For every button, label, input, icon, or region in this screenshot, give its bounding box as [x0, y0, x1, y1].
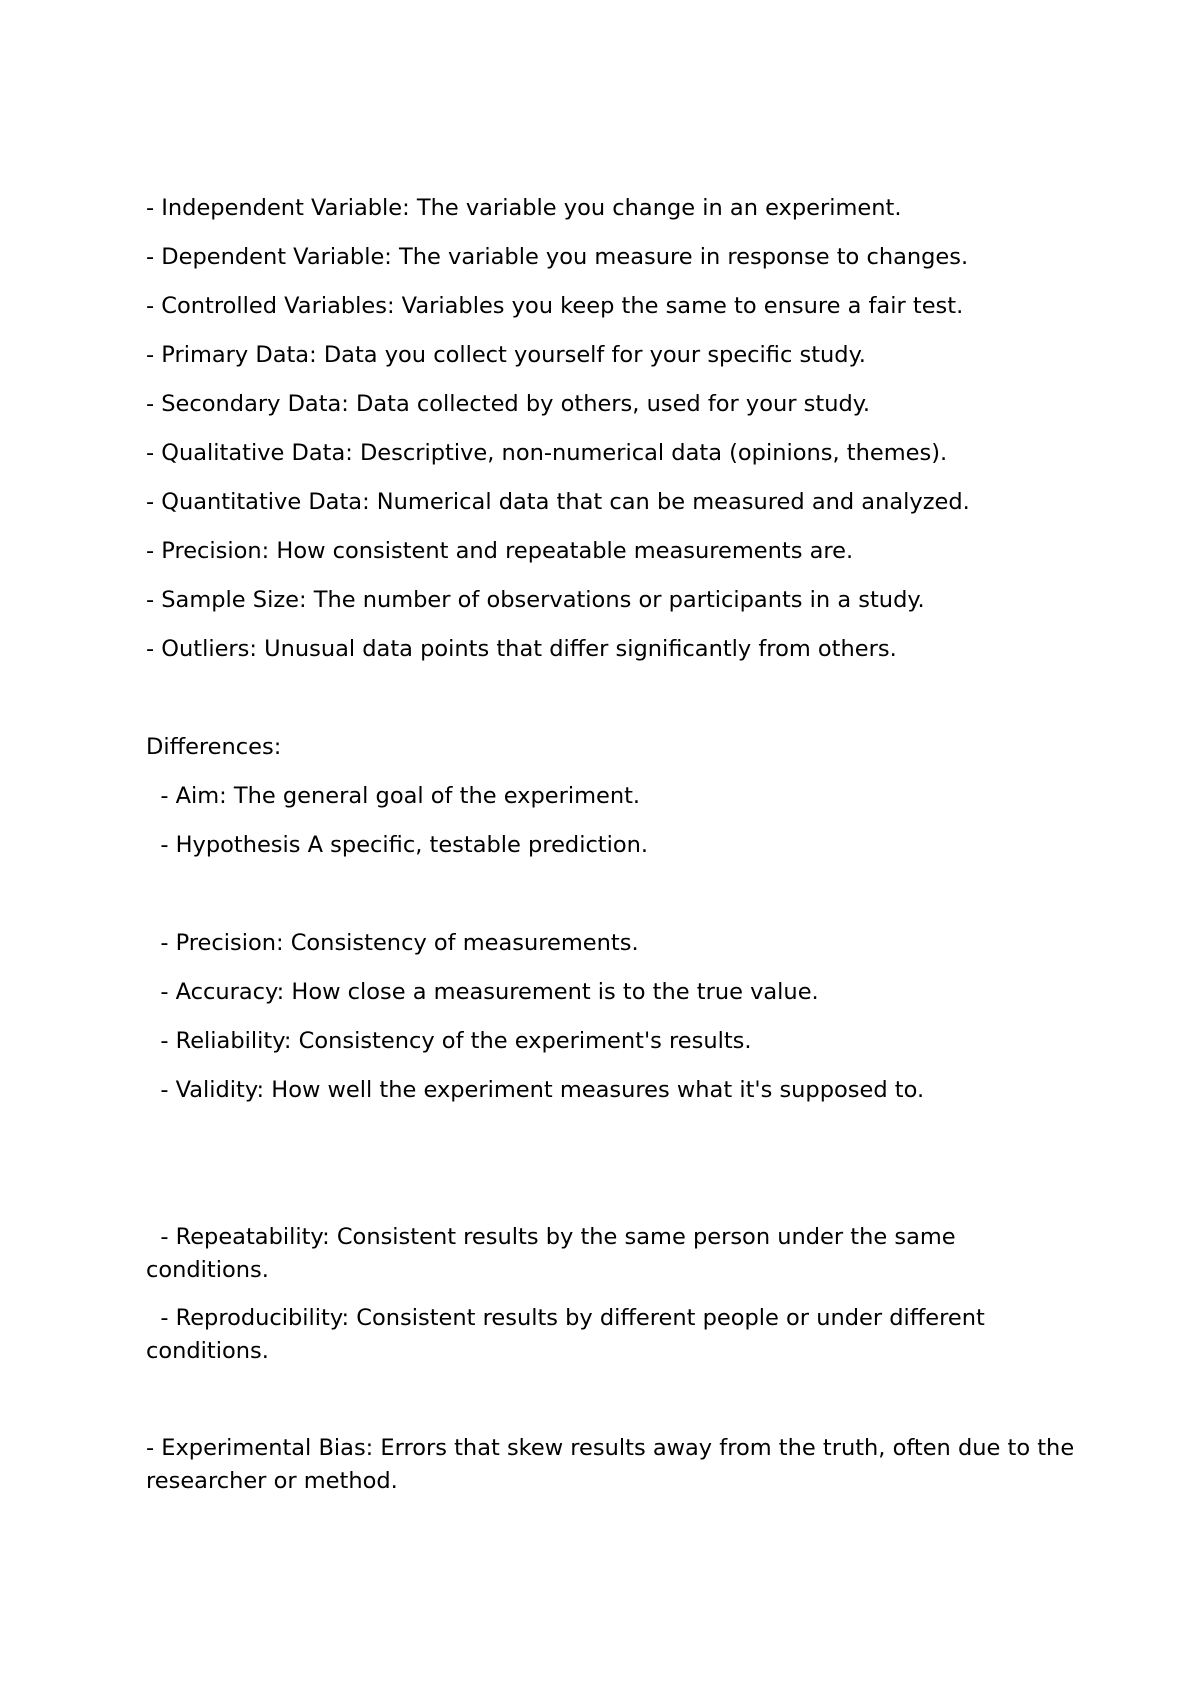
difference-reliability: - Reliability: Consistency of the experiment's results. [146, 1028, 752, 1054]
difference-accuracy: - Accuracy: How close a measurement is to the true value. [146, 979, 819, 1005]
definition-secondary-data: - Secondary Data: Data collected by others, used for your study. [146, 391, 871, 417]
definition-dependent-variable: - Dependent Variable: The variable you measure in response to changes. [146, 244, 969, 270]
difference-precision: - Precision: Consistency of measurements. [146, 930, 639, 956]
definition-experimental-bias: - Experimental Bias: Errors that skew results away from the truth, often due to the researcher or method. [146, 1435, 1082, 1494]
definition-sample-size: - Sample Size: The number of observations or participants in a study. [146, 587, 925, 613]
difference-aim: - Aim: The general goal of the experiment. [146, 783, 641, 809]
differences-heading: Differences: [146, 734, 282, 760]
definition-quantitative-data: - Quantitative Data: Numerical data that can be measured and analyzed. [146, 489, 970, 515]
definition-controlled-variables: - Controlled Variables: Variables you keep the same to ensure a fair test. [146, 293, 964, 319]
definition-precision: - Precision: How consistent and repeatable measurements are. [146, 538, 854, 564]
definition-qualitative-data: - Qualitative Data: Descriptive, non-numerical data (opinions, themes). [146, 440, 948, 466]
difference-reproducibility: - Reproducibility: Consistent results by different people or under different conditions. [146, 1305, 992, 1364]
definition-outliers: - Outliers: Unusual data points that differ significantly from others. [146, 636, 897, 662]
difference-hypothesis: - Hypothesis A specific, testable prediction. [146, 832, 649, 858]
difference-repeatability: - Repeatability: Consistent results by the same person under the same conditions. [146, 1224, 963, 1283]
definition-independent-variable: - Independent Variable: The variable you change in an experiment. [146, 195, 902, 221]
difference-validity: - Validity: How well the experiment measures what it's supposed to. [146, 1077, 925, 1103]
definition-primary-data: - Primary Data: Data you collect yourself for your specific study. [146, 342, 866, 368]
